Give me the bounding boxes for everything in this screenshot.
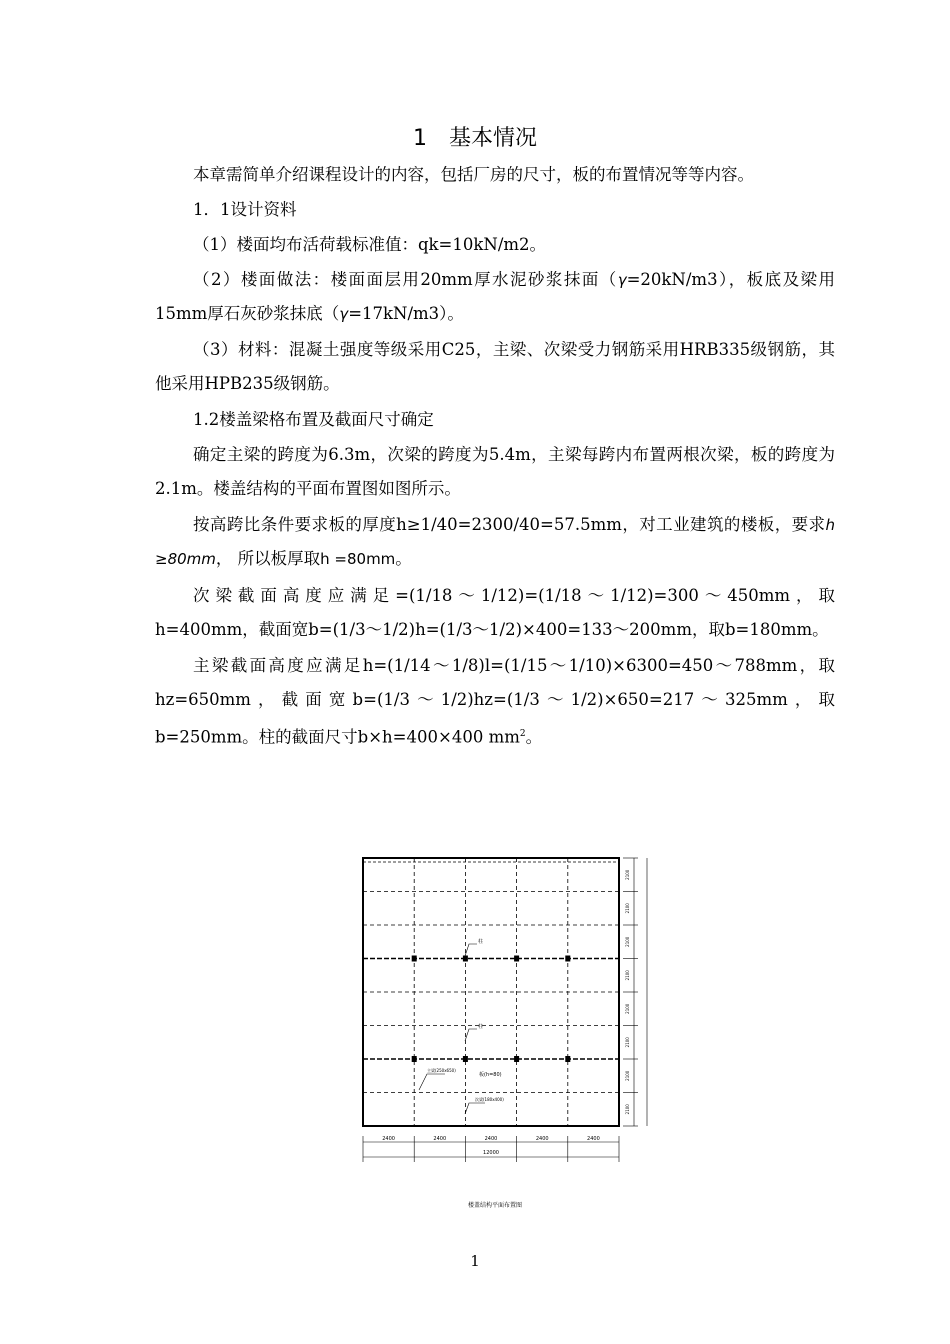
column-mark — [565, 1056, 570, 1062]
secondary-beam-paragraph: 次梁截面高度应满足=(1/18～1/12)=(1/18～1/12)=300～450mm，取h=400mm，截面宽b=(1/3～1/2)h=(1/3～1/2)×400=133～200mm，取b=180mm。 — [155, 586, 835, 639]
figure-caption: 楼盖结构平面布置图 — [468, 1202, 523, 1209]
dim-right-label: 2100 — [625, 869, 630, 880]
dim-bottom-label: 2400 — [382, 1136, 395, 1142]
section-1-1-heading: 1．1设计资料 — [193, 200, 297, 219]
column-mark — [412, 956, 417, 962]
column-mark — [463, 1056, 468, 1062]
thickness-paragraph: 按高跨比条件要求板的厚度h≥1/40=2300/40=57.5mm，对工业建筑的楼板，要求h ≥80mm， 所以板厚取h =80mm。 — [155, 515, 835, 568]
secondary-beam-label: 次梁(180x400) — [475, 1097, 504, 1102]
dim-right-label: 2100 — [625, 903, 630, 914]
intro-paragraph: 本章需简单介绍课程设计的内容，包括厂房的尺寸，板的布置情况等等内容。 — [193, 165, 754, 184]
dim-right-label: 2100 — [625, 970, 630, 981]
dim-total: 12000 — [483, 1150, 499, 1156]
dim-right-label: 2100 — [625, 1037, 630, 1048]
item-2: （2）楼面做法：楼面面层用20mm厚水泥砂浆抹面（γ=20kN/m3），板底及梁用15mm厚石灰砂浆抹底（γ=17kN/m3）。 — [155, 270, 835, 323]
dim-right-label: 2100 — [625, 1070, 630, 1081]
section-1-2-heading: 1.2楼盖梁格布置及截面尺寸确定 — [193, 410, 434, 429]
chapter-number: 1 — [412, 126, 427, 151]
dim-right-label: 2100 — [625, 936, 630, 947]
chapter-title — [0, 121, 950, 152]
column-mark — [412, 1056, 417, 1062]
column-label: 柱 — [478, 939, 484, 945]
dim-bottom-label: 2400 — [535, 1136, 549, 1142]
chapter-heading-text: 基本情况 — [448, 126, 537, 151]
column-mark — [514, 1056, 519, 1062]
dim-bottom-label: 2400 — [484, 1136, 498, 1142]
dim-right-label: 2100 — [625, 1003, 630, 1014]
floor-plan-figure — [357, 852, 662, 1212]
slab-label: 板(h=80) — [479, 1072, 502, 1078]
column-label-2: 柱 — [478, 1024, 484, 1030]
column-mark — [565, 956, 570, 962]
span-paragraph: 确定主梁的跨度为6.3m，次梁的跨度为5.4m，主梁每跨内布置两根次梁，板的跨度为2.1m。楼盖结构的平面布置图如图所示。 — [155, 445, 835, 498]
dim-right-label: 2100 — [625, 1104, 630, 1115]
item-3: （3）材料：混凝土强度等级采用C25，主梁、次梁受力钢筋采用HRB335级钢筋，其他采用HPB235级钢筋。 — [155, 340, 835, 393]
main-beam-paragraph: 主梁截面高度应满足h=(1/14～1/8)l=(1/15～1/10)×6300=450～788mm，取hz=650mm，截面宽b=(1/3～1/2)hz=(1/3～1/2)×650=217～325mm，取b=250mm。柱的截面尺寸b×h=400×400 $mm^2$。 — [155, 656, 835, 747]
dim-bottom-label: 2400 — [587, 1136, 600, 1142]
page-number: 1 — [470, 1252, 480, 1270]
item-1: （1）楼面均布活荷载标准值：qk=10kN/m2。 — [193, 235, 547, 254]
column-mark — [463, 956, 468, 962]
main-beam-label: 主梁(250x650) — [427, 1068, 456, 1073]
column-mark — [514, 956, 519, 962]
dim-bottom-label: 2400 — [433, 1136, 447, 1142]
